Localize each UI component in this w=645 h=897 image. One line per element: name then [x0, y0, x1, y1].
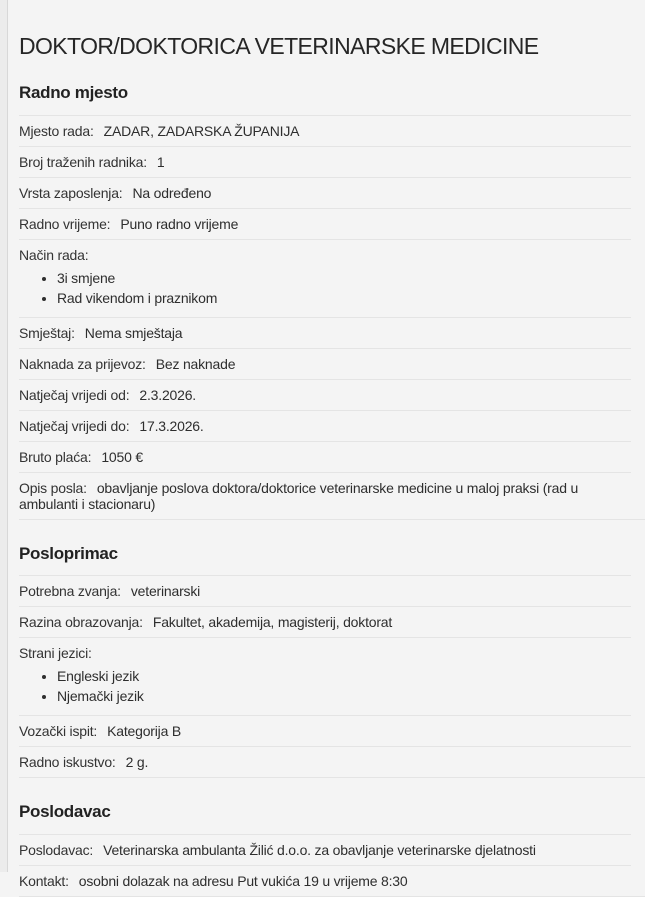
bullet-item: • 3i smjene	[57, 268, 631, 288]
bullet-list	[19, 268, 631, 308]
row-value: 1	[156, 153, 165, 170]
detail-row	[19, 379, 631, 410]
detail-row	[19, 348, 631, 379]
row-value: Bez naknade	[155, 355, 236, 372]
detail-row	[19, 472, 631, 519]
row-value: 2 g.	[125, 754, 149, 771]
row-value: obavljanje poslova doktora/doktorice veterinarske medicine u maloj praksi (rad u ambulanti i stacionaru)	[19, 479, 579, 512]
detail-row	[19, 637, 631, 715]
row-label: Natječaj vrijedi do:	[19, 417, 130, 434]
row-label: Vozački ispit:	[19, 723, 98, 740]
bullet-list	[19, 666, 631, 706]
job-section	[19, 544, 631, 778]
detail-row	[19, 410, 631, 441]
row-value: Kategorija B	[107, 723, 181, 740]
row-label: Strani jezici:	[19, 645, 92, 662]
detail-row	[19, 606, 631, 637]
detail-row	[19, 865, 631, 896]
detail-row	[19, 317, 631, 348]
bullet-item: • Rad vikendom i praznikom	[57, 288, 631, 308]
section-rows	[19, 115, 645, 520]
row-label: Potrebna zvanja:	[19, 583, 121, 600]
row-label: Poslodavac:	[19, 841, 94, 858]
bullet-item: • Engleski jezik	[57, 666, 631, 686]
job-section	[19, 83, 631, 519]
row-value: osobni dolazak na adresu Put vukića 19 u vrijeme 8:30	[78, 872, 408, 889]
detail-row	[19, 441, 631, 472]
row-label: Broj traženih radnika:	[19, 153, 147, 170]
detail-row	[19, 115, 631, 146]
row-label: Razina obrazovanja:	[19, 614, 143, 631]
detail-row	[19, 834, 631, 865]
row-value: Veterinarska ambulanta Žilić d.o.o. za obavljanje veterinarske djelatnosti	[103, 841, 536, 858]
row-label: Radno iskustvo:	[19, 754, 116, 771]
row-label: Vrsta zaposlenja:	[19, 184, 123, 201]
sections-container	[19, 83, 631, 896]
row-value: Fakultet, akademija, magisterij, doktorat	[152, 614, 393, 631]
detail-row	[19, 177, 631, 208]
page-title: DOKTOR/DOKTORICA VETERINARSKE MEDICINE	[19, 33, 539, 59]
detail-row	[19, 746, 631, 777]
page-left-edge	[0, 0, 8, 872]
section-heading: Poslodavac	[19, 802, 111, 822]
row-label: Natječaj vrijedi od:	[19, 386, 130, 403]
detail-row	[19, 239, 631, 317]
row-value: 2.3.2026.	[139, 386, 196, 403]
detail-row	[19, 575, 631, 606]
detail-row	[19, 208, 631, 239]
row-value: Nema smještaja	[84, 324, 183, 341]
row-value: veterinarski	[130, 583, 201, 600]
row-label: Način rada:	[19, 246, 89, 263]
section-rows	[19, 575, 645, 778]
job-posting-content	[8, 0, 645, 897]
row-value: Na određeno	[132, 184, 212, 201]
section-rows	[19, 834, 645, 897]
row-label: Radno vrijeme:	[19, 215, 111, 232]
row-value: 17.3.2026.	[139, 417, 204, 434]
detail-row	[19, 146, 631, 177]
row-label: Naknada za prijevoz:	[19, 355, 146, 372]
row-label: Kontakt:	[19, 872, 69, 889]
row-label: Mjesto rada:	[19, 122, 94, 139]
section-heading: Radno mjesto	[19, 83, 128, 103]
section-heading: Posloprimac	[19, 543, 118, 563]
job-section	[19, 802, 631, 896]
row-value: ZADAR, ZADARSKA ŽUPANIJA	[103, 122, 300, 139]
bullet-item: • Njemački jezik	[57, 686, 631, 706]
row-value: Puno radno vrijeme	[120, 215, 239, 232]
row-value: 1050 €	[101, 448, 143, 465]
row-label: Bruto plaća:	[19, 448, 92, 465]
row-label: Opis posla:	[19, 479, 87, 496]
row-label: Smještaj:	[19, 324, 75, 341]
detail-row	[19, 715, 631, 746]
